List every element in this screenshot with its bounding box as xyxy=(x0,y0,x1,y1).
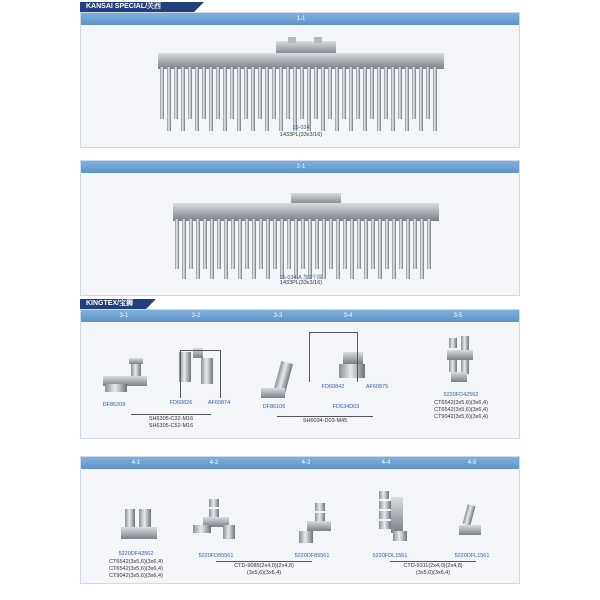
part-code: AF60874 xyxy=(207,400,231,406)
part-code: FD60826 xyxy=(169,400,193,406)
part-description: (3x5,6)(3x6,4) xyxy=(415,570,451,576)
bracket-line xyxy=(390,561,476,562)
part-description: 1433PL(33x3/16) xyxy=(279,280,323,286)
panel-label: 3-4 xyxy=(343,313,353,319)
part-description: CT6542(3x5,6)(3x6,4) xyxy=(434,400,488,406)
part-code: 5220FD85561 xyxy=(198,553,234,559)
part-description: SH6305-C32-M16 xyxy=(148,416,194,422)
panel-label: 4-4 xyxy=(381,460,391,466)
bracket-line xyxy=(309,332,357,333)
needle-plate-comb-image xyxy=(171,191,441,281)
part-code: 15-034 xyxy=(292,125,310,131)
part-description: SH6034-D03-M45 xyxy=(302,418,348,424)
presser-foot-image xyxy=(189,495,245,545)
part-description: CT9042(3x5,6)(3x6,4) xyxy=(109,573,163,579)
part-code: AF60875 xyxy=(365,384,389,390)
kingtex-row3-panel xyxy=(80,309,520,439)
part-description: SH6305-C52-M16 xyxy=(148,423,194,429)
part-code: 5220FDL1561 xyxy=(372,553,408,559)
bracket-line xyxy=(180,350,181,398)
presser-foot-image xyxy=(441,332,481,388)
part-description: (3x5,6)(3x6,4) xyxy=(246,570,282,576)
kansai-panel-1 xyxy=(80,12,520,148)
kingtex-section-title: KINGTEX/宝狮 xyxy=(80,299,146,309)
part-code: FD60842 xyxy=(321,384,345,390)
part-code: 15-034,A 加2个圈 xyxy=(279,275,323,281)
kingtex-row4-panel xyxy=(80,456,520,584)
part-code: FD634D03 xyxy=(332,404,360,410)
part-code: DF86106 xyxy=(262,404,286,410)
presser-foot-image xyxy=(257,358,307,406)
kansai-section-title: KANSAI SPECIAL/关西 xyxy=(80,2,194,12)
panel-label: 4-2 xyxy=(209,460,219,466)
bracket-line xyxy=(180,350,220,351)
bracket-line xyxy=(357,332,358,382)
panel-label: 4-3 xyxy=(301,460,311,466)
bracket-line xyxy=(309,332,310,382)
presser-foot-image xyxy=(115,505,165,545)
bracket-line xyxy=(131,414,211,415)
part-description: CTD-9311(2x4,0)(2x4,8) xyxy=(403,563,463,569)
bracket-line xyxy=(277,416,373,417)
needle-plate-comb-image xyxy=(156,37,446,135)
part-description: CTD-9085(2x4,0)(2x4,8) xyxy=(234,563,294,569)
part-description: 1433PL(33x3/16) xyxy=(279,132,323,138)
panel-label: 3-1 xyxy=(119,313,129,319)
presser-foot-image xyxy=(451,501,491,547)
part-code: 5220DFL1561 xyxy=(454,553,490,559)
part-code: 5220DF85561 xyxy=(294,553,330,559)
panel-label: 3-5 xyxy=(453,313,463,319)
presser-foot-image xyxy=(291,499,347,549)
presser-foot-image xyxy=(99,354,155,398)
panel-label: 4-5 xyxy=(467,460,477,466)
panel-label: 3-2 xyxy=(191,313,201,319)
bracket-line xyxy=(216,561,312,562)
part-description: CT9042(3x5,6)(3x6,4) xyxy=(434,414,488,420)
part-code: 5220FD42562 xyxy=(443,392,479,398)
part-description: CT6542(3x5,6)(3x6,4) xyxy=(109,559,163,565)
presser-foot-image xyxy=(329,348,375,384)
part-code: DF85209 xyxy=(102,402,126,408)
presser-foot-image xyxy=(371,487,415,547)
panel-label: 1-1 xyxy=(296,16,306,22)
part-code: 5220DF42562 xyxy=(118,551,154,557)
presser-foot-image xyxy=(171,344,221,394)
part-description: CT6542(3x5,6)(3x6,4) xyxy=(109,566,163,572)
panel-label: 2-1 xyxy=(296,164,306,170)
part-description: CT6542(3x5,6)(3x6,4) xyxy=(434,407,488,413)
kansai-panel-2 xyxy=(80,160,520,296)
bracket-line xyxy=(220,350,221,398)
panel-label: 4-1 xyxy=(131,460,141,466)
panel-label: 3-3 xyxy=(273,313,283,319)
